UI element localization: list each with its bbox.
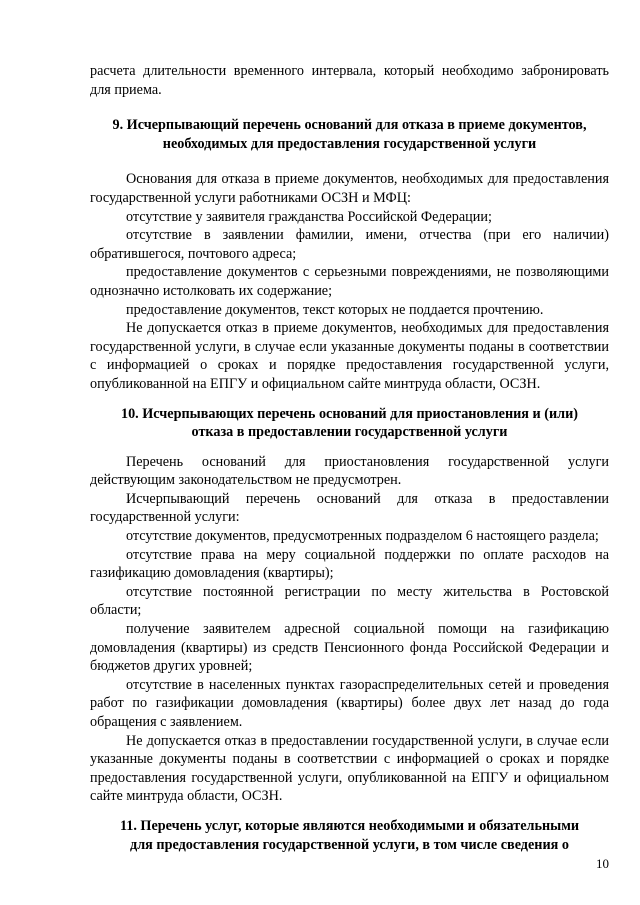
section-9-heading [90, 116, 609, 153]
section-9-paragraph: предоставление документов с серьезными повреждениями, не позволяющими однозначно истолковать их содержание; [90, 264, 609, 299]
section-10-heading-line1: 10. Исчерпывающих перечень оснований для приостановления и (или) [120, 405, 579, 422]
section-9-paragraph: Не допускается отказ в приеме документов, необходимых для предоставления государственной услуги, в случае если указанные документы поданы в соответствии с информацией о сроках и порядке предоставления государственной услуги, опубликованной на ЕПГУ и официальном сайте минтруда области, ОСЗН. [90, 320, 609, 392]
section-10-paragraph: Не допускается отказ в предоставлении государственной услуги, в случае если указанные документы поданы в соответствии с информацией о сроках и порядке предоставления государственной услуги, опубликованной на ЕПГУ и официальном сайте минтруда области, ОСЗН. [90, 732, 609, 805]
section-11-heading-line2: для предоставления государственной услуги, в том числе сведения о [130, 836, 569, 853]
section-10-paragraph: отсутствие постоянной регистрации по месту жительства в Ростовской области; [90, 583, 609, 619]
section-10-paragraph: отсутствие в населенных пунктах газораспределительных сетей и проведения работ по газификации домовладения (квартиры) более двух лет назад до года обращения с заявлением. [90, 676, 609, 730]
section-9-paragraph: отсутствие у заявителя гражданства Российской Федерации; [126, 208, 492, 225]
section-10-paragraph: отсутствие права на меру социальной поддержки по оплате расходов на газификацию домовладения (квартиры); [90, 546, 609, 582]
section-10-paragraph: получение заявителем адресной социальной помощи на газификацию домовладения (квартиры) из средств Пенсионного фонда Российской Федерации и бюджетов других уровней; [90, 621, 609, 675]
section-10-paragraph: Исчерпывающий перечень оснований для отказа в предоставлении государственной услуги: [90, 490, 609, 526]
section-10-heading [90, 405, 609, 442]
section-10-heading-line2: отказа в предоставлении государственной услуги [191, 424, 508, 441]
section-11-heading [90, 817, 609, 854]
document-page [90, 62, 609, 854]
section-9-heading-line2: необходимых для предоставления государственной услуги [162, 135, 537, 152]
section-9-paragraph: предоставление документов, текст которых не поддается прочтению. [126, 301, 544, 318]
intro-paragraph: расчета длительности временного интервала, который необходимо забронировать для приема. [90, 63, 609, 98]
section-9-heading-line1: 9. Исчерпывающий перечень оснований для отказа в приеме документов, [112, 117, 587, 134]
section-11-heading-line1: 11. Перечень услуг, которые являются необходимыми и обязательными [119, 817, 580, 834]
section-9-paragraph: Основания для отказа в приеме документов, необходимых для предоставления государственной услуги работниками ОСЗН и МФЦ: [90, 171, 609, 206]
section-9-paragraph: отсутствие в заявлении фамилии, имени, отчества (при его наличии) обратившегося, почтового адреса; [90, 227, 609, 262]
section-10-paragraph: отсутствие документов, предусмотренных подразделом 6 настоящего раздела; [126, 528, 599, 545]
page-number: 10 [596, 856, 609, 871]
section-10-paragraph: Перечень оснований для приостановления государственной услуги действующим законодательством не предусмотрен. [90, 453, 609, 489]
